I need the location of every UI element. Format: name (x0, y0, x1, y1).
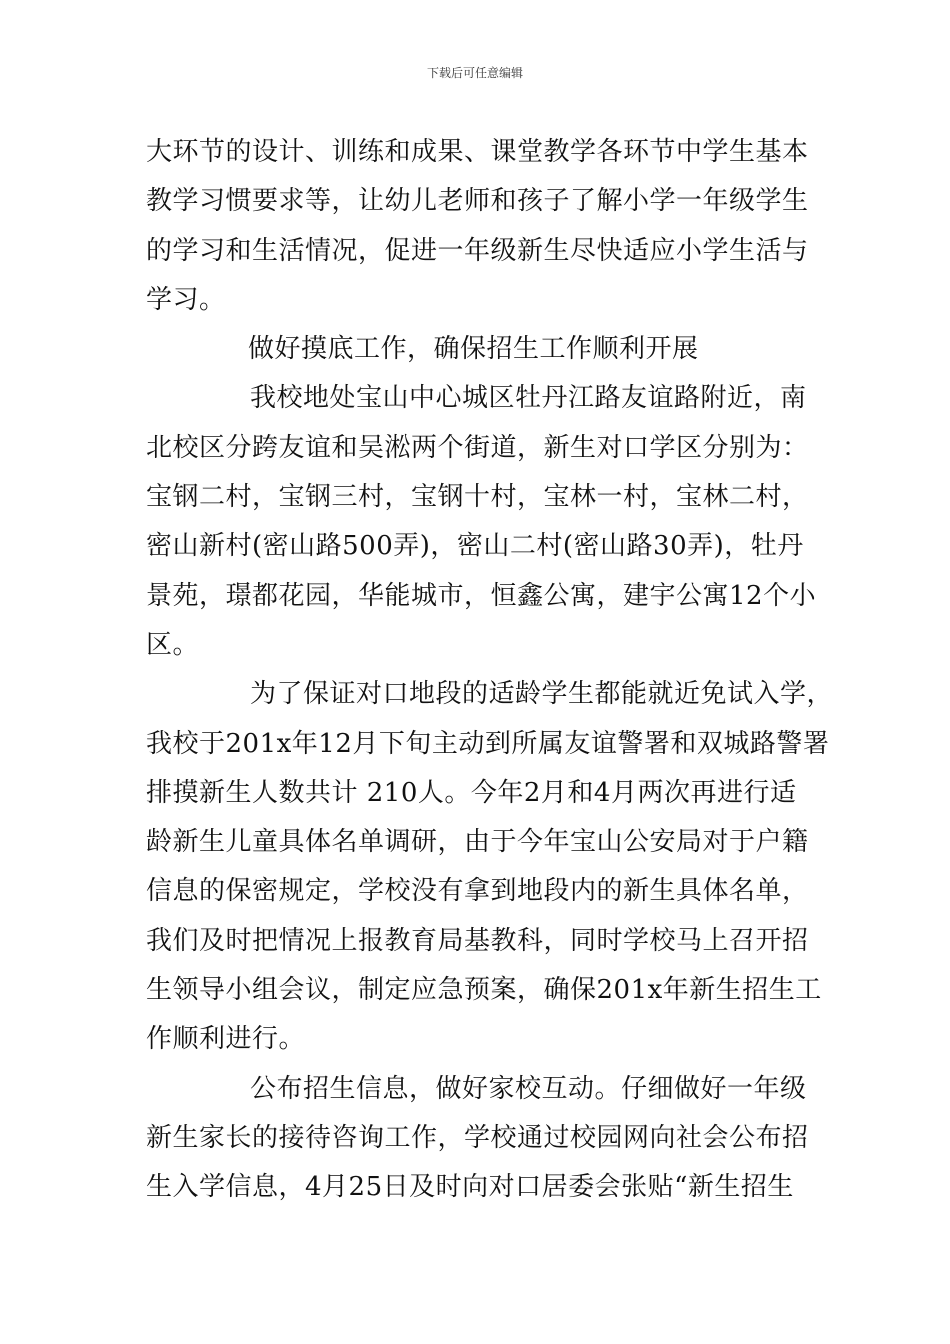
text-line: 大环节的设计、训练和成果、课堂教学各环节中学生基本 (146, 137, 809, 167)
page-header: 下载后可任意编辑 (426, 66, 523, 80)
text-line: 为了保证对口地段的适龄学生都能就近免试入学， (250, 679, 834, 710)
text-line: 排摸新生人数共计 210人。今年2月和4月两次再进行适 (146, 777, 797, 808)
document-body (146, 128, 834, 1213)
text-line: 作顺利进行。 (146, 1024, 306, 1055)
text-line: 区。 (146, 629, 200, 660)
text-line: 龄新生儿童具体名单调研，由于今年宝山公安局对于户籍 (146, 827, 809, 858)
text-line: 宝钢二村，宝钢三村，宝钢十村，宝林一村，宝林二村， (146, 482, 809, 513)
text-line: 生领导小组会议，制定应急预案，确保201x年新生招生工 (146, 975, 822, 1006)
text-line: 景苑，璟都花园，华能城市，恒鑫公寓，建宇公寓12个小 (146, 580, 817, 611)
text-line: 我校地处宝山中心城区牡丹江路友谊路附近，南 (250, 383, 807, 414)
paragraph (146, 374, 818, 670)
text-line: 信息的保密规定，学校没有拿到地段内的新生具体名单， (146, 876, 809, 907)
text-line: 公布招生信息，做好家校互动。仔细做好一年级 (250, 1073, 807, 1104)
text-line: 生入学信息，4月25日及时向对口居委会张贴“新生招生 (146, 1172, 794, 1203)
paragraph (146, 128, 818, 325)
section-heading (146, 325, 818, 374)
text-line: 教学习惯要求等，让幼儿老师和孩子了解小学一年级学生 (146, 186, 809, 217)
text-line: 新生家长的接待咨询工作，学校通过校园网向社会公布招 (146, 1122, 809, 1153)
text-line: 我们及时把情况上报教育局基教科，同时学校马上召开招 (146, 925, 809, 956)
text-line: 的学习和生活情况，促进一年级新生尽快适应小学生活与 (146, 235, 809, 266)
paragraph (146, 670, 834, 1064)
text-line: 密山新村(密山路500弄)，密山二村(密山路30弄)，牡丹 (146, 531, 804, 562)
text-line: 北校区分跨友谊和吴淞两个街道，新生对口学区分别为： (146, 432, 809, 463)
paragraph (146, 1065, 818, 1213)
text-line: 我校于201x年12月下旬主动到所属友谊警署和双城路警署 (146, 728, 830, 759)
text-line: 学习。 (146, 284, 226, 315)
heading-line: 做好摸底工作，确保招生工作顺利开展 (248, 334, 699, 365)
